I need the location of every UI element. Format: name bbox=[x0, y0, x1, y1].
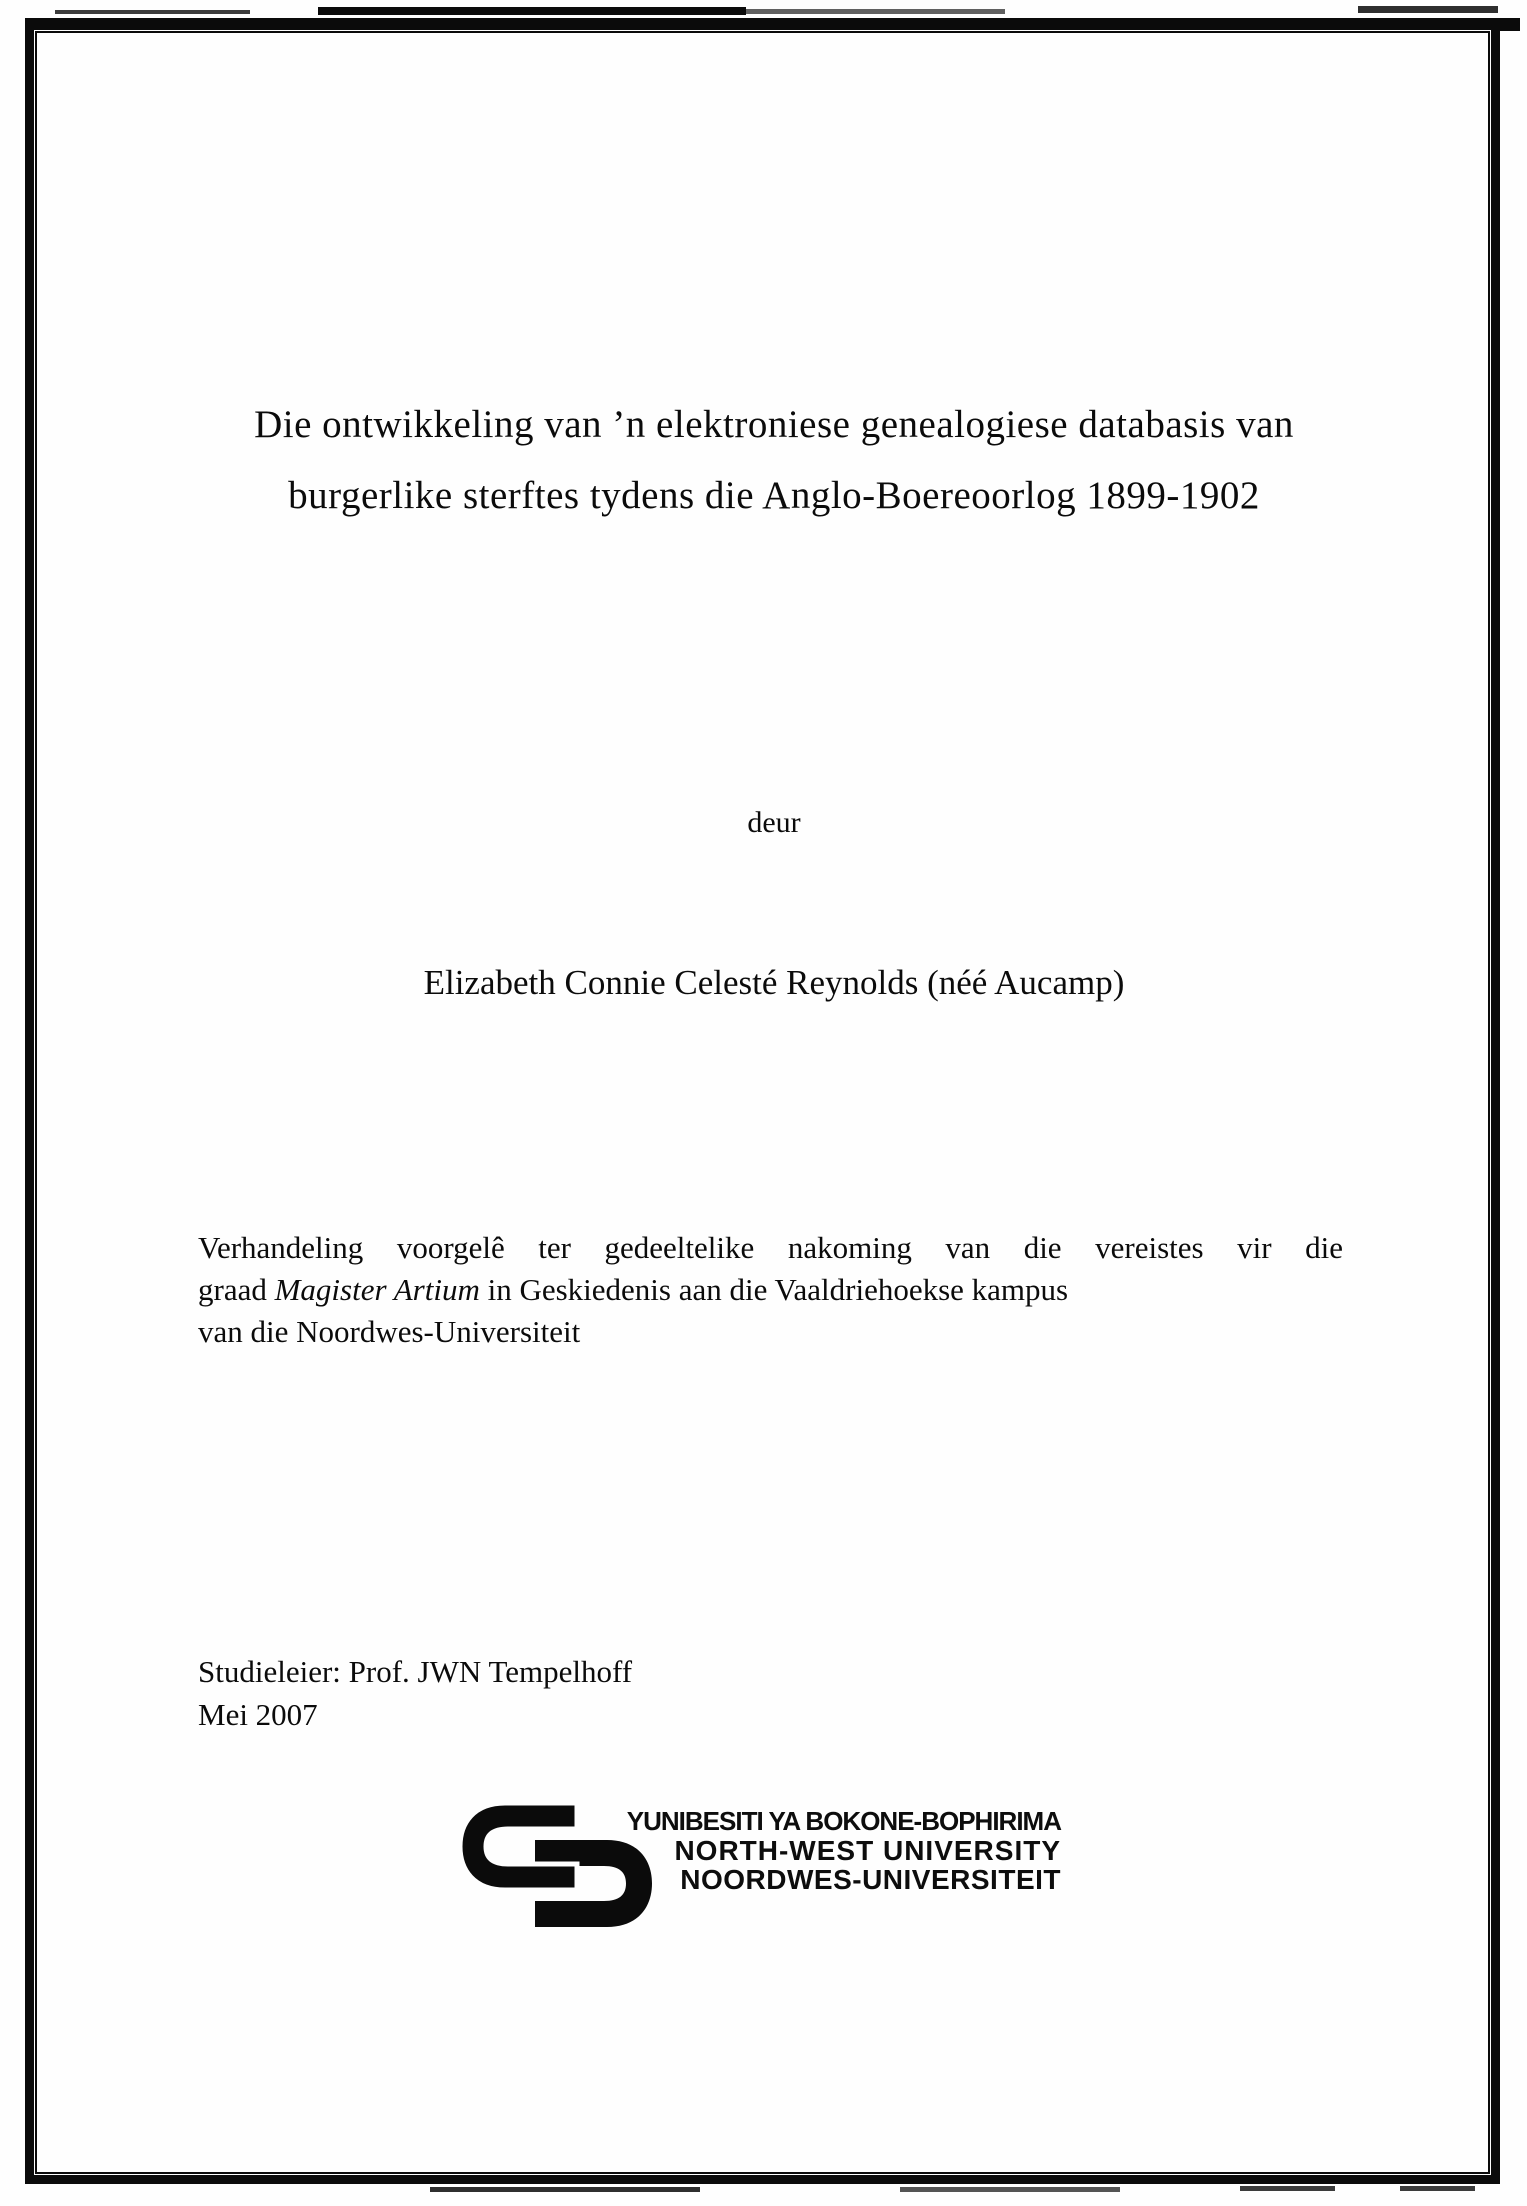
author-name: Elizabeth Connie Celesté Reynolds (néé Aucamp) bbox=[423, 963, 1125, 1002]
scan-artifact bbox=[1400, 2186, 1475, 2191]
thesis-degree-italic: Magister Artium bbox=[274, 1272, 480, 1307]
thesis-statement-line-3: van die Noordwes-Universiteit bbox=[198, 1314, 581, 1349]
university-name-english: NORTH-WEST UNIVERSITY bbox=[674, 1835, 1061, 1866]
thesis-statement-line-2-post: in Geskiedenis aan die Vaaldriehoekse kampus bbox=[479, 1272, 1069, 1307]
scan-artifact bbox=[55, 10, 250, 14]
date-line: Mei 2007 bbox=[198, 1697, 318, 1732]
scan-artifact bbox=[318, 7, 746, 15]
byline-deur: deur bbox=[747, 806, 801, 839]
title-line-2: burgerlike sterftes tydens die Anglo-Boereoorlog 1899-1902 bbox=[288, 474, 1260, 517]
scan-artifact bbox=[745, 9, 1005, 14]
thesis-statement-line-2-pre: graad bbox=[198, 1272, 275, 1307]
scan-artifact bbox=[430, 2187, 700, 2192]
thesis-statement-line-2 bbox=[198, 1269, 1343, 1311]
scan-artifact bbox=[1497, 18, 1520, 31]
scan-artifact bbox=[1358, 6, 1498, 13]
scan-artifact bbox=[1240, 2186, 1335, 2191]
thesis-statement bbox=[198, 1227, 1343, 1353]
supervisor-line: Studieleier: Prof. JWN Tempelhoff bbox=[198, 1654, 633, 1689]
title-line-1: Die ontwikkeling van ’n elektroniese genealogiese databasis van bbox=[254, 403, 1294, 446]
scan-artifact bbox=[900, 2187, 1120, 2192]
university-name-setswana: YUNIBESITI YA BOKONE-BOPHIRIMA bbox=[626, 1806, 1061, 1836]
university-name-afrikaans: NOORDWES-UNIVERSITEIT bbox=[680, 1864, 1061, 1895]
university-wordmark bbox=[590, 1806, 1061, 1894]
supervisor-block bbox=[198, 1650, 632, 1736]
thesis-statement-line-1: Verhandeling voorgelê ter gedeeltelike nakoming van die vereistes vir die bbox=[198, 1230, 1343, 1265]
